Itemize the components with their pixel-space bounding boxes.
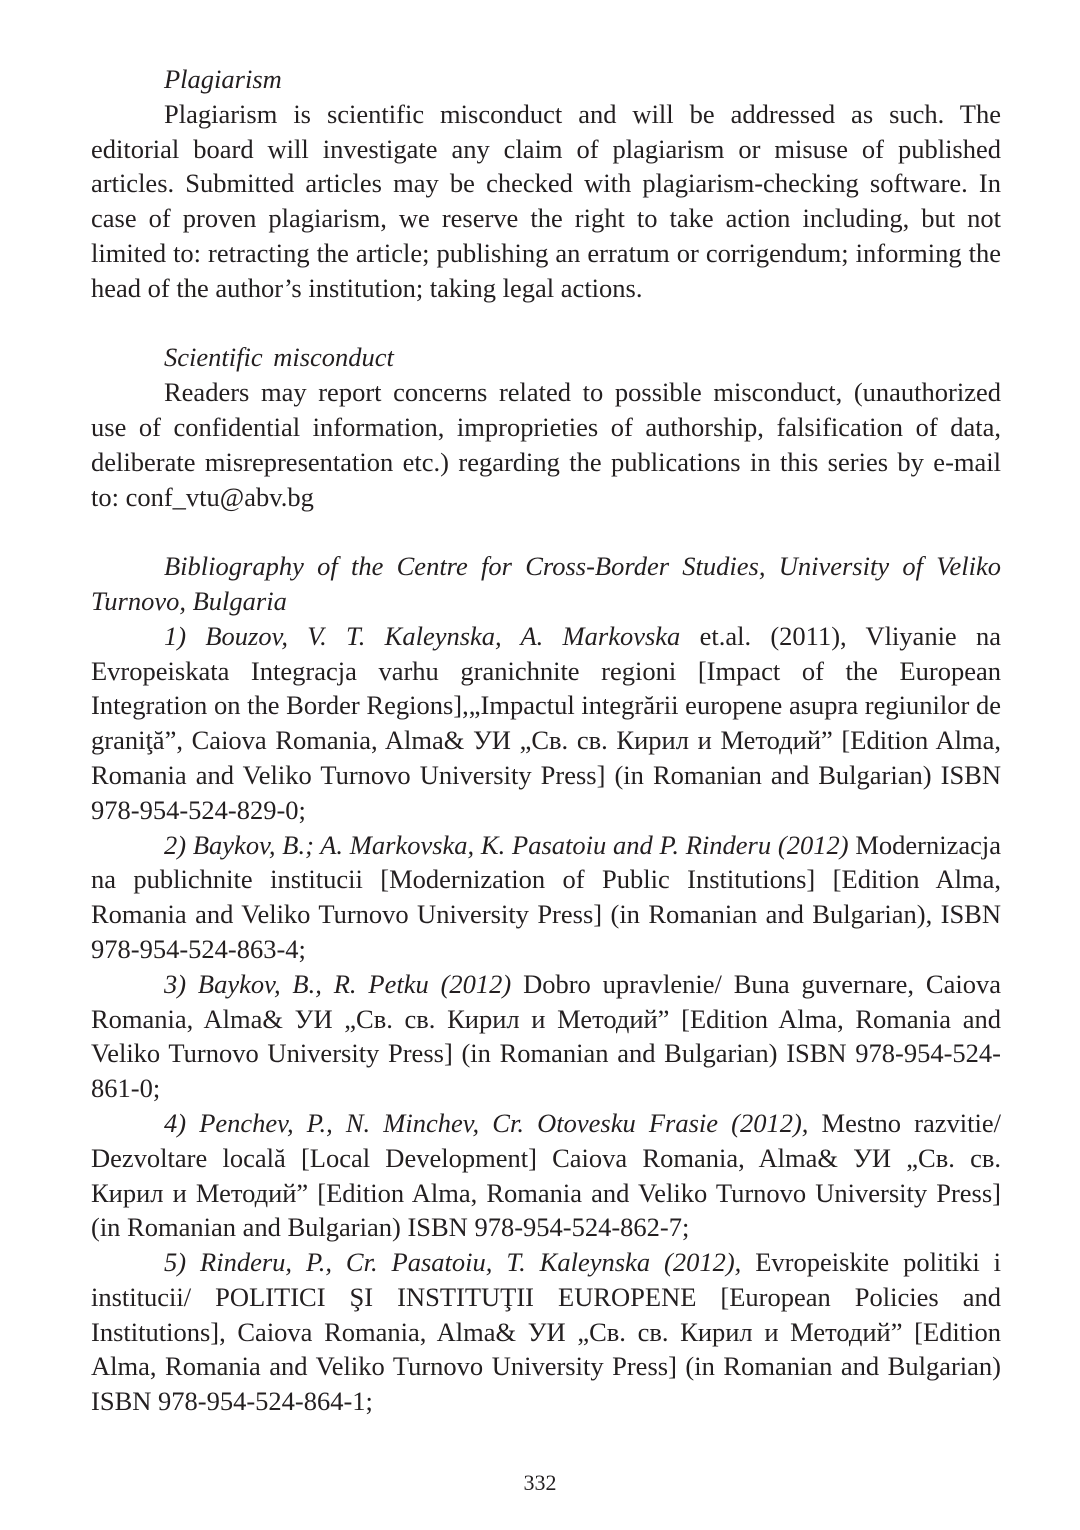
plagiarism-heading: Plagiarism	[164, 64, 282, 94]
entry-text: Evropeiskite politiki i institucii/ POLITICI ŞI INSTITUŢII EUROPENE [European Policies and Institutions], Caiova Romania, Alma& УИ „Св. св. Кирил и Методий” [Edition Alma, Romania and Veliko Turnovo University Press] (in Romanian and Bulgarian) ISBN 978-954-524-864-1;	[91, 1247, 1001, 1417]
bibliography-heading: Bibliography of the Centre for Cross-Border Studies, University of Veliko Turnovo, Bulgaria	[91, 551, 1001, 616]
bibliography-entry	[91, 1106, 1001, 1245]
entry-authors: 1) Bouzov, V. T. Kaleynska, A. Markovska	[164, 620, 681, 651]
section-gap	[91, 306, 1001, 341]
entry-text: et.al. (2011), Vliyanie na Evropeiskata Integracja varhu granichnite regioni [Impact of the European Integration on the Border Regions],„Impactul integrării europene asupra regiunilor de graniţă”, Caiova Romania, Alma& УИ „Св. св. Кирил и Методий” [Edition Alma, Romania and Veliko Turnovo University Press] (in Romanian and Bulgarian) ISBN 978-954-524-829-0;	[91, 620, 1001, 825]
misconduct-paragraph: Readers may report concerns related to possible misconduct, (unauthorized use of confidential information, improprieties of authorship, falsification of data, deliberate misrepresentation etc.) regarding the publications in this series by e-mail to: conf_vtu@abv.bg	[91, 377, 1001, 512]
entry-authors: 2) Baykov, B.; A. Markovska, K. Pasatoiu and P. Rinderu (2012)	[164, 829, 849, 860]
bibliography-entry	[91, 619, 1001, 828]
misconduct-heading: Scientific misconduct	[164, 342, 394, 373]
entry-text: Dobro upravlenie/ Buna guvernare, Caiova Romania, Alma& УИ „Св. св. Кирил и Методий” [Edition Alma, Romania and Veliko Turnovo University Press] (in Romanian and Bulgarian) ISBN 978-954-524-861-0;	[91, 968, 1001, 1104]
bibliography-entry	[91, 1245, 1001, 1419]
plagiarism-paragraph: Plagiarism is scientific misconduct and will be addressed as such. The editorial board will investigate any claim of plagiarism or misuse of published articles. Submitted articles may be checked with plagiarism-checking software. In case of proven plagiarism, we reserve the right to take action including, but not limited to: retracting the article; publishing an erratum or corrigendum; informing the head of the author’s institution; taking legal actions.	[91, 98, 1001, 303]
entry-text: Modernizacja na publichnite institucii [Modernization of Public Institutions] [Edition Alma, Romania and Veliko Turnovo University Press] (in Romanian and Bulgarian), ISBN 978-954-524-863-4;	[91, 829, 1001, 964]
bibliography-entry	[91, 828, 1001, 967]
page-number: 332	[523, 1470, 557, 1495]
entry-authors: 4) Penchev, P., N. Minchev, Cr. Otovesku Frasie (2012),	[164, 1107, 809, 1138]
document-page	[91, 62, 1001, 1419]
section-gap	[91, 514, 1001, 549]
entry-authors: 5) Rinderu, P., Cr. Pasatoiu, T. Kaleynska (2012),	[164, 1247, 742, 1278]
entry-authors: 3) Baykov, B., R. Petku (2012)	[164, 968, 512, 999]
entry-text: Mestno razvitie/ Dezvoltare locală [Local Development] Caiova Romania, Alma& УИ „Св. св. Кирил и Методий” [Edition Alma, Romania and Veliko Turnovo University Press] (in Romanian and Bulgarian) ISBN 978-954-524-862-7;	[91, 1107, 1001, 1243]
bibliography-entry	[91, 967, 1001, 1106]
